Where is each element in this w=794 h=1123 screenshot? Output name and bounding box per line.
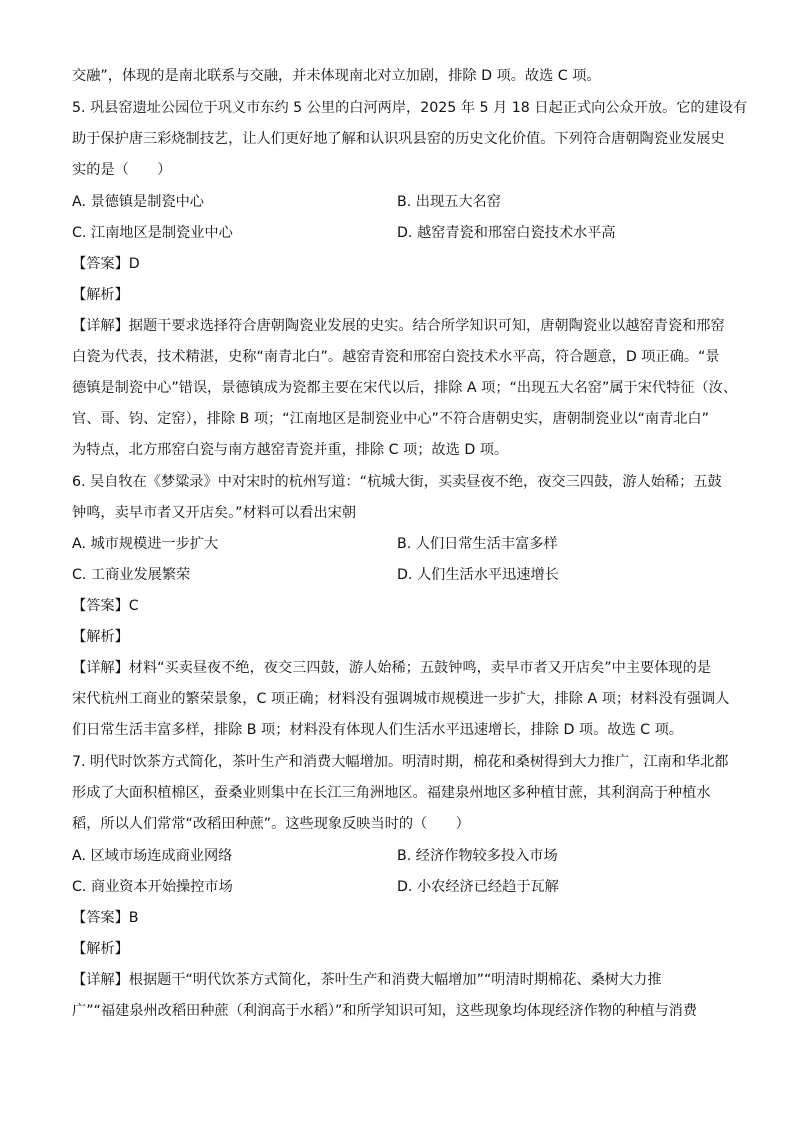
- explanation-line: 【详解】材料“买卖昼夜不绝，夜交三四鼓，游人始稀；五鼓钟鸣，卖早市者又开店矣”中主要体现的是: [72, 660, 711, 676]
- question-7-option-a: A. 区域市场连成商业网络: [72, 848, 233, 864]
- question-7-option-d: D. 小农经济已经趋于瓦解: [397, 879, 559, 895]
- question-7-stem: 形成了大面积植棉区，蚕桑业则集中在长江三角洲地区。福建泉州地区多种植甘蔗，其利润高于种植水: [72, 785, 711, 801]
- question-5-stem: 实的是（ ）: [72, 162, 172, 178]
- explanation-line: 官、哥、钧、定窑），排除 B 项；“江南地区是制瓷业中心”不符合唐朝史实，唐朝制瓷业以“南青北白”: [72, 411, 709, 427]
- question-5-option-d: D. 越窑青瓷和邢窑白瓷技术水平高: [397, 225, 616, 241]
- question-7-stem: 7. 明代时饮茶方式简化，茶叶生产和消费大幅增加。明清时期，棉花和桑树得到大力推广，江南和华北都: [72, 754, 729, 770]
- answer-label: 【答案】C: [72, 598, 139, 614]
- analysis-label: 【解析】: [72, 629, 129, 645]
- question-5-stem: 5. 巩县窑遗址公园位于巩义市东约 5 公里的白河两岸，2025 年 5 月 18 日起正式向公众开放。它的建设有: [72, 100, 748, 116]
- explanation-line: 【详解】据题干要求选择符合唐朝陶瓷业发展的史实。结合所学知识可知，唐朝陶瓷业以越窑青瓷和邢窑: [72, 318, 725, 334]
- explanation-line: 们日常生活丰富多样，排除 B 项；材料没有体现人们生活水平迅速增长，排除 D 项。故选 C 项。: [72, 722, 683, 738]
- question-5-option-c: C. 江南地区是制瓷业中心: [72, 225, 233, 241]
- analysis-label: 【解析】: [72, 287, 129, 303]
- question-7-option-c: C. 商业资本开始操控市场: [72, 879, 233, 895]
- explanation-line: 为特点，北方邢窑白瓷与南方越窑青瓷并重，排除 C 项；故选 D 项。: [72, 442, 509, 458]
- text-line: 交融”，体现的是南北联系与交融，并未体现南北对立加剧，排除 D 项。故选 C 项。: [72, 68, 601, 84]
- explanation-line: 广”“福建泉州改稻田种蔗（利润高于水稻）”和所学知识可知，这些现象均体现经济作物的种植与消费: [72, 1003, 698, 1019]
- explanation-line: 【详解】根据题干“明代饮茶方式简化，茶叶生产和消费大幅增加”“明清时期棉花、桑树大力推: [72, 972, 662, 988]
- answer-label: 【答案】D: [72, 256, 140, 272]
- question-5-option-b: B. 出现五大名窑: [397, 194, 501, 210]
- question-6-option-b: B. 人们日常生活丰富多样: [397, 536, 558, 552]
- question-7-option-b: B. 经济作物较多投入市场: [397, 848, 558, 864]
- answer-label: 【答案】B: [72, 910, 139, 926]
- question-5-option-a: A. 景德镇是制瓷中心: [72, 194, 204, 210]
- question-6-option-c: C. 工商业发展繁荣: [72, 567, 191, 583]
- question-6-stem: 6. 吴自牧在《梦粱录》中对宋时的杭州写道：“杭城大街，买卖昼夜不绝，夜交三四鼓，游人始稀；五鼓: [72, 474, 722, 490]
- question-5-stem: 助于保护唐三彩烧制技艺，让人们更好地了解和认识巩县窑的历史文化价值。下列符合唐朝陶瓷业发展史: [72, 131, 725, 147]
- analysis-label: 【解析】: [72, 941, 129, 957]
- explanation-line: 宋代杭州工商业的繁荣景象，C 项正确；材料没有强调城市规模进一步扩大，排除 A 项；材料没有强调人: [72, 691, 730, 707]
- question-6-option-a: A. 城市规模进一步扩大: [72, 536, 219, 552]
- explanation-line: 白瓷为代表，技术精湛，史称“南青北白”。越窑青瓷和邢窑白瓷技术水平高，符合题意，D 项正确。“景: [72, 349, 720, 365]
- question-6-stem: 钟鸣，卖早市者又开店矣。”材料可以看出宋朝: [72, 505, 357, 521]
- explanation-line: 德镇是制瓷中心”错误，景德镇成为瓷都主要在宋代以后，排除 A 项；“出现五大名窑”属于宋代特征（汝、: [72, 380, 738, 396]
- question-7-stem: 稻，所以人们常常“改稻田种蔗”。这些现象反映当时的（ ）: [72, 816, 470, 832]
- question-6-option-d: D. 人们生活水平迅速增长: [397, 567, 559, 583]
